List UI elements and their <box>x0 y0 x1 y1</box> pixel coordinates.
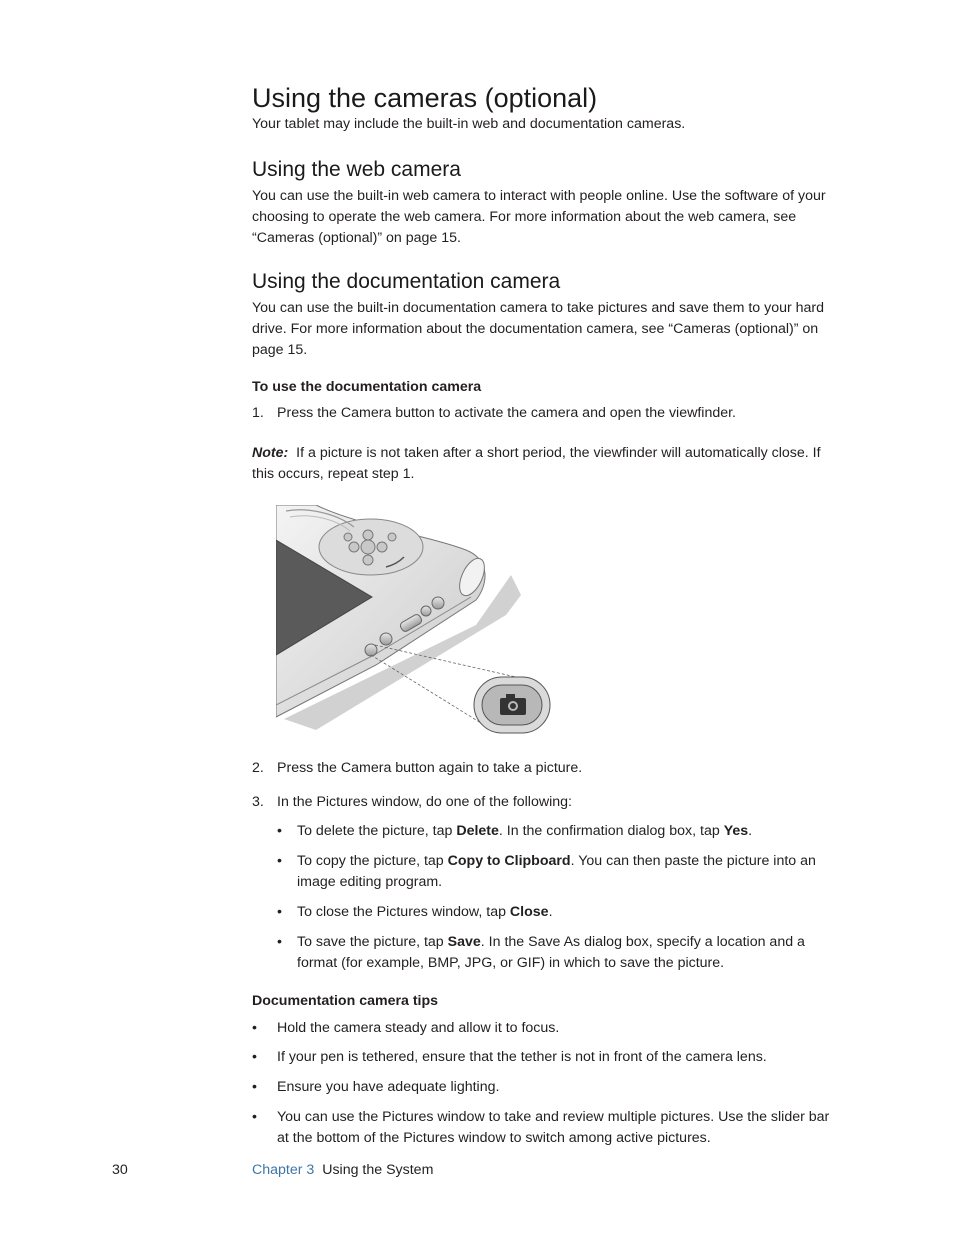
tips-heading: Documentation camera tips <box>252 993 439 1009</box>
note-label: Note: <box>252 445 289 461</box>
page-number: 30 <box>112 1162 128 1178</box>
bullet-mark: • <box>252 1109 257 1125</box>
sub-bullet-text: To delete the picture, tap Delete. In the confirmation dialog box, tap Yes. <box>297 823 753 839</box>
bullet-mark: • <box>252 1049 257 1065</box>
tip-text: If your pen is tethered, ensure that the tether is not in front of the camera lens. <box>277 1049 767 1065</box>
page-title: Using the cameras (optional) <box>252 83 598 113</box>
bullet-mark: • <box>277 853 282 869</box>
step-3-text: In the Pictures window, do one of the following: <box>277 794 572 810</box>
delete-term: Delete <box>456 823 499 839</box>
tablet-camera-illustration <box>276 505 556 741</box>
note-text: If a picture is not taken after a short period, the viewfinder will automatically close. If this occurs, repeat step 1. <box>252 445 821 482</box>
close-term: Close <box>509 904 549 920</box>
tip-text: Hold the camera steady and allow it to focus. <box>277 1020 560 1036</box>
web-camera-body: You can use the built-in web camera to interact with people online. Use the software of your choosing to operate the web camera. For more information about the web camera, see “Cameras (optional)” on page 15. <box>252 188 826 246</box>
step-2-text: Press the Camera button again to take a picture. <box>277 760 583 776</box>
sub-bullet-text: To close the Pictures window, tap Close. <box>297 904 553 920</box>
doc-camera-heading: Using the documentation camera <box>252 270 561 293</box>
step-1-text: Press the Camera button to activate the camera and open the viewfinder. <box>277 405 736 421</box>
bullet-mark: • <box>277 934 282 950</box>
doc-camera-body: You can use the built-in documentation camera to take pictures and save them to your hard drive. For more information about the documentation camera, see “Cameras (optional)” on page 15. <box>252 300 825 358</box>
save-term: Save <box>447 934 481 950</box>
bullet-mark: • <box>252 1020 257 1036</box>
procedure-title: To use the documentation camera <box>252 379 482 395</box>
note <box>252 443 844 485</box>
yes-term: Yes <box>723 823 749 839</box>
bullet-mark: • <box>277 823 282 839</box>
copy-to-clipboard-term: Copy to Clipboard <box>447 853 571 869</box>
tablet-illustration-svg <box>276 505 556 741</box>
sub-bullet-text: To copy the picture, tap Copy to Clipboard. You can then paste the picture into an image editing program. <box>297 853 816 890</box>
chapter-link[interactable]: Chapter 3 <box>252 1162 315 1178</box>
tip-text: Ensure you have adequate lighting. <box>277 1079 500 1095</box>
step-3-number: 3. <box>252 794 264 810</box>
chapter-title: Using the System <box>322 1162 434 1178</box>
tip-text: You can use the Pictures window to take and review multiple pictures. Use the slider bar at the bottom of the Pictures window to switch among active pictures. <box>277 1109 830 1146</box>
bullet-mark: • <box>277 904 282 920</box>
step-1-number: 1. <box>252 405 264 421</box>
intro-text: Your tablet may include the built-in web and documentation cameras. <box>252 116 686 132</box>
web-camera-heading: Using the web camera <box>252 158 461 181</box>
footer-chapter <box>252 1162 433 1178</box>
step-2-number: 2. <box>252 760 264 776</box>
sub-bullet-text: To save the picture, tap Save. In the Save As dialog box, specify a location and a format (for example, BMP, JPG, or GIF) in which to save the picture. <box>297 934 805 971</box>
bullet-mark: • <box>252 1079 257 1095</box>
